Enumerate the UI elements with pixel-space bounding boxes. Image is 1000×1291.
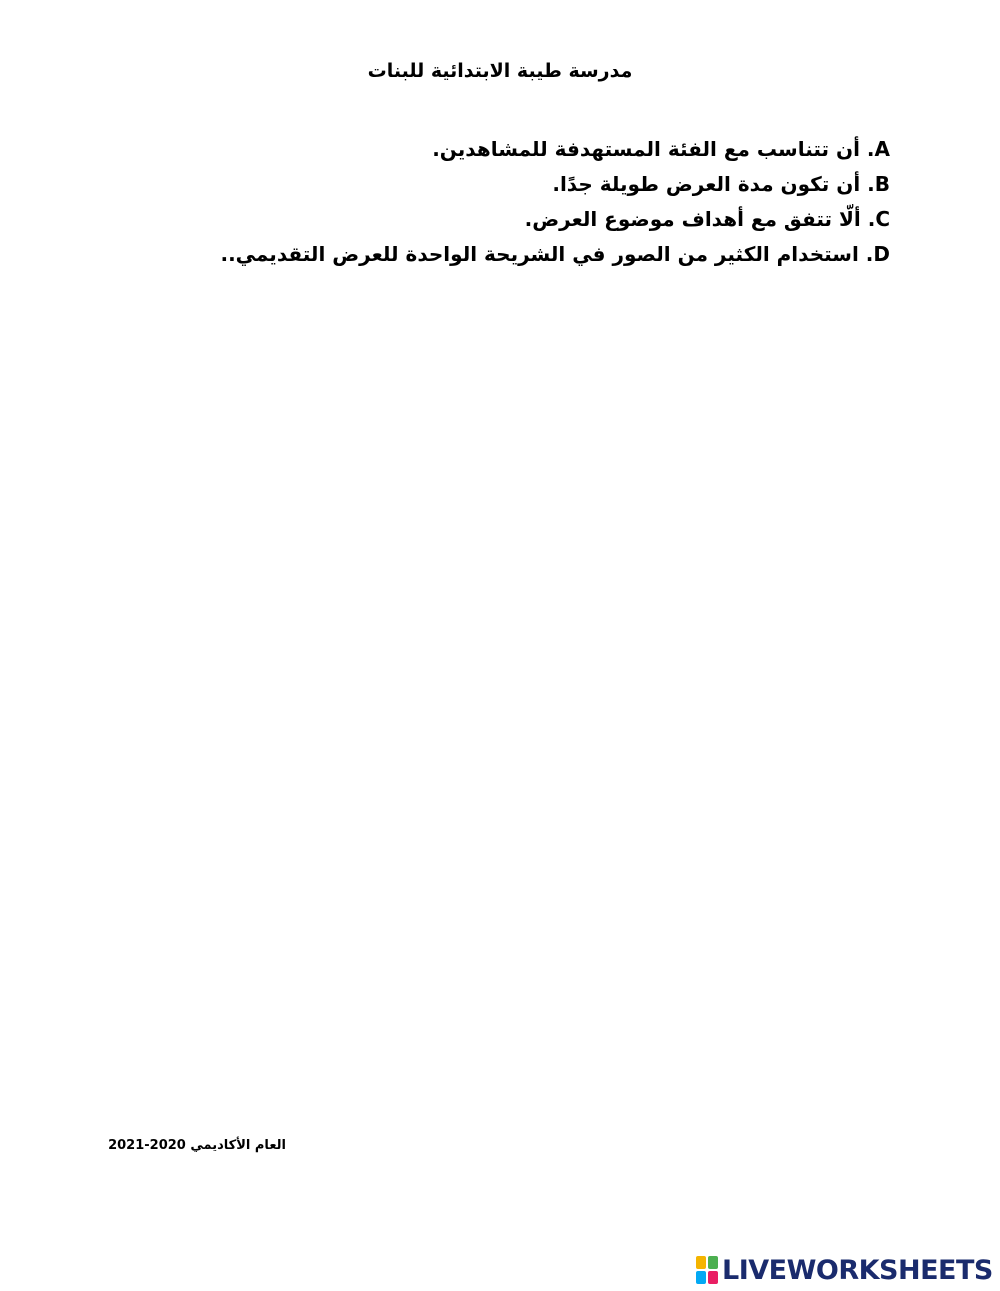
- option-text: . استخدام الكثير من الصور في الشريحة الواحدة للعرض التقديمي..: [220, 242, 874, 266]
- liveworksheets-logo-icon: [696, 1256, 718, 1284]
- option-a: [270, 132, 890, 167]
- option-letter: C: [875, 207, 890, 231]
- option-letter: B: [874, 172, 890, 196]
- logo-tile: [708, 1256, 718, 1269]
- option-b: [270, 167, 890, 202]
- logo-tile: [696, 1256, 706, 1269]
- answer-options-list: [220, 132, 890, 272]
- option-c: [270, 202, 890, 237]
- academic-year-label: العام الأكاديمي 2020-2021: [108, 1138, 286, 1153]
- school-name-heading: [0, 60, 1000, 82]
- option-text: . أن تتناسب مع الفئة المستهدفة للمشاهدين.: [432, 137, 875, 161]
- option-text: . أن تكون مدة العرض طويلة جدًا.: [552, 172, 875, 196]
- option-d: [220, 237, 890, 272]
- option-letter: D: [873, 242, 890, 266]
- logo-tile: [696, 1271, 706, 1284]
- school-name-text: مدرسة طيبة الابتدائية للبنات: [367, 60, 633, 82]
- liveworksheets-logo[interactable]: [696, 1252, 993, 1288]
- option-text: . ألّا تتفق مع أهداف موضوع العرض.: [524, 207, 876, 231]
- option-letter: A: [874, 137, 890, 161]
- logo-tile: [708, 1271, 718, 1284]
- liveworksheets-wordmark: LIVEWORKSHEETS: [722, 1254, 993, 1286]
